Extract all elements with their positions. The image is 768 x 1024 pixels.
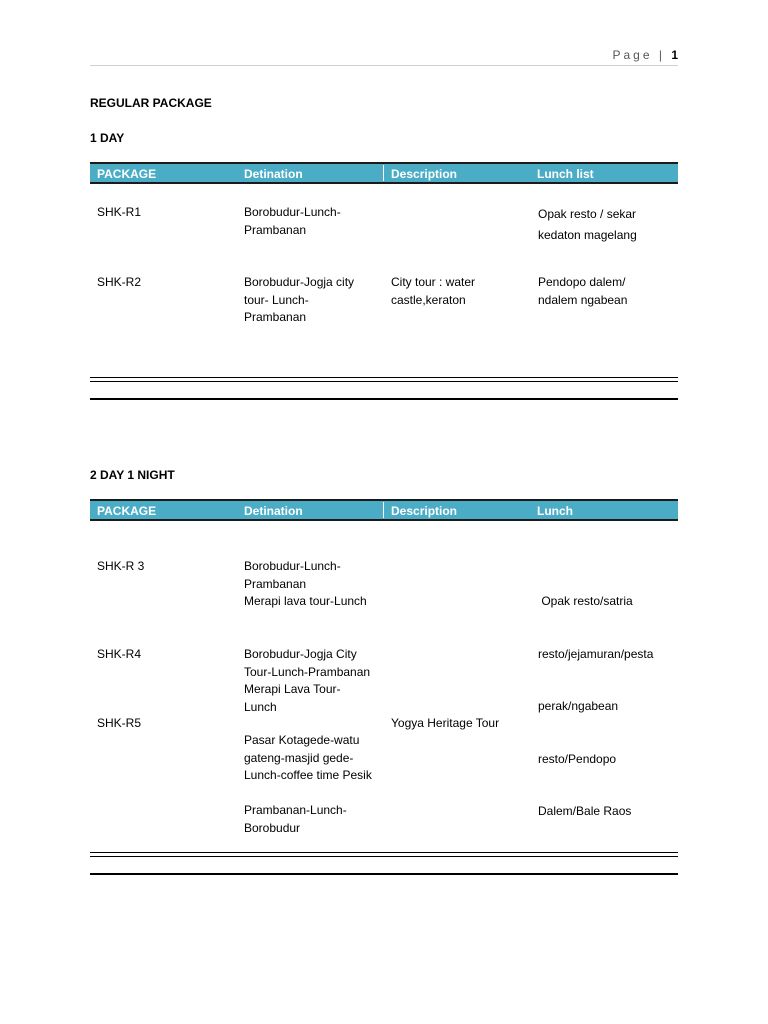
row2-destination-line: tour- Lunch- (244, 292, 309, 307)
row5-description-line: Yogya Heritage Tour (391, 716, 500, 730)
col-description: Description (391, 167, 458, 181)
row3-destination-line: Merapi lava tour-Lunch (244, 594, 367, 608)
column-divider (383, 165, 384, 181)
row4-destination-line: Lunch (244, 699, 277, 714)
section2-bottom-rule (90, 873, 678, 875)
row3-destination (244, 558, 367, 611)
row1-destination-line: Borobudur-Lunch- (244, 205, 341, 219)
row5-destination-line: gateng-masjid gede- (244, 750, 354, 765)
row1-lunch (538, 204, 637, 246)
row2-destination-line: Prambanan (244, 310, 307, 324)
row3-lunch-line: Dalem/Bale Raos (538, 804, 632, 818)
row2-description-line: castle,keraton (391, 292, 466, 307)
column-divider (383, 502, 384, 518)
section2-heading: 2 DAY 1 NIGHT (90, 468, 175, 482)
row4-package: SHK-R4 (97, 647, 142, 661)
section1-bottom-double-rule (90, 377, 678, 382)
page-number: 1 (671, 48, 678, 62)
col-description: Description (391, 504, 458, 518)
row3-lunch-line: resto/jejamuran/pesta (538, 646, 654, 661)
row5-destination-line: Prambanan-Lunch- (244, 803, 347, 817)
row4-destination-line: Borobudur-Jogja City (244, 647, 357, 661)
row5-destination-line: Lunch-coffee time Pesik (244, 768, 372, 782)
row5-destination (244, 732, 372, 837)
row1-package: SHK-R1 (97, 205, 142, 219)
col-lunch: Lunch (537, 504, 573, 518)
row2-destination-line: Borobudur-Jogja city (244, 275, 355, 289)
row3-lunch-line: resto/Pendopo (538, 751, 617, 766)
row3-lunch (538, 558, 653, 838)
col-destination: Detination (244, 167, 303, 181)
row3-lunch-line: Opak resto/satria (538, 594, 633, 608)
document-title: REGULAR PACKAGE (90, 96, 212, 110)
row5-destination-line: Borobudur (244, 820, 301, 835)
row4-destination-line: Tour-Lunch-Prambanan (244, 664, 371, 679)
section2-table-header (90, 499, 678, 521)
row2-package: SHK-R2 (97, 275, 142, 289)
row1-lunch-line: Opak resto / sekar (538, 207, 637, 221)
row3-lunch-line: perak/ngabean (538, 699, 619, 713)
row5-destination-line: Pasar Kotagede-watu (244, 733, 360, 747)
section1-bottom-rule (90, 398, 678, 400)
section2-bottom-double-rule (90, 852, 678, 857)
row1-destination (244, 204, 341, 239)
page-number-header (612, 48, 678, 62)
row3-package: SHK-R 3 (97, 559, 145, 573)
header-rule (90, 65, 678, 66)
row1-destination-line: Prambanan (244, 222, 307, 237)
col-package: PACKAGE (97, 167, 157, 181)
row5-description (391, 715, 499, 733)
row3-destination-line: Borobudur-Lunch- (244, 559, 341, 573)
col-lunch-list: Lunch list (537, 167, 594, 181)
row1-lunch-line: kedaton magelang (538, 228, 637, 242)
row4-destination-line: Merapi Lava Tour- (244, 682, 341, 696)
col-destination: Detination (244, 504, 303, 518)
row3-destination-line: Prambanan (244, 576, 307, 591)
row2-lunch-line: Pendopo dalem/ (538, 275, 626, 289)
section1-heading: 1 DAY (90, 131, 125, 145)
row5-package: SHK-R5 (97, 716, 142, 730)
col-package: PACKAGE (97, 504, 157, 518)
row4-destination (244, 646, 370, 716)
row2-destination (244, 274, 354, 327)
section1-table-header (90, 162, 678, 184)
row2-description (391, 274, 475, 309)
row5-destination-spacer (244, 785, 372, 803)
row2-description-line: City tour : water (391, 275, 476, 289)
page-label: Page | (612, 48, 665, 62)
row2-lunch-line: ndalem ngabean (538, 292, 628, 307)
row2-lunch (538, 274, 627, 309)
